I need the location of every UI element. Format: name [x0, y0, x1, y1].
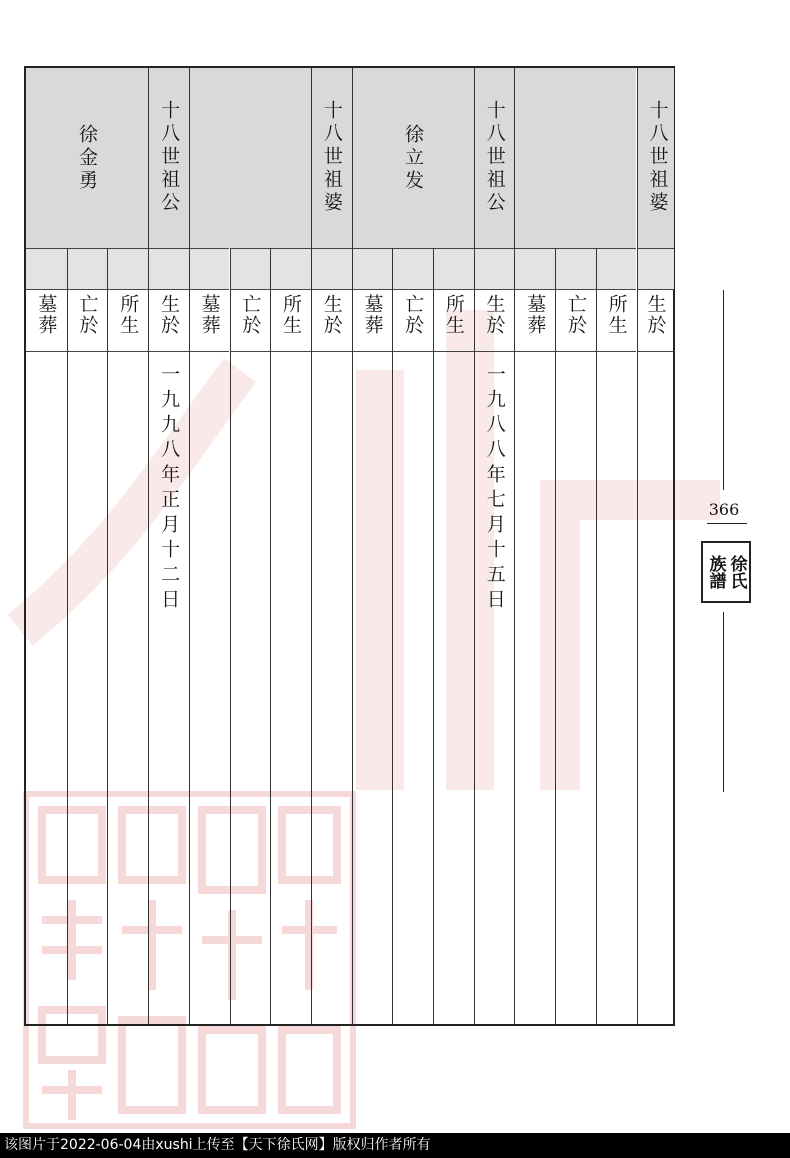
- margin-rule-bottom: [723, 612, 724, 792]
- generation-label: 十八世祖公: [483, 100, 506, 215]
- column-born-4: [148, 68, 189, 1024]
- field-died-label: 亡於: [231, 294, 271, 352]
- person-name: 徐立发: [402, 124, 424, 193]
- field-died-label: 亡於: [393, 294, 433, 352]
- name-cell-1: [516, 68, 636, 248]
- genealogy-table: [24, 66, 675, 1026]
- seal-text-left: 族譜: [705, 555, 726, 589]
- field-birthplace-label: 所生: [271, 294, 311, 352]
- name-cell-2: [353, 68, 473, 248]
- field-burial-label: 墓葬: [190, 294, 230, 352]
- column-born-1: [637, 68, 674, 1024]
- name-cell-4: [27, 68, 147, 248]
- column-born-2: [474, 68, 515, 1024]
- column-born-3: [311, 68, 352, 1024]
- born-date-value: 一九八八年七月十五日: [483, 364, 506, 614]
- margin-rule-top: [723, 290, 724, 490]
- field-burial-label: 墓葬: [515, 294, 555, 352]
- field-born-label: 生於: [149, 294, 189, 352]
- field-died-label: 亡於: [68, 294, 108, 352]
- field-born-label: 生於: [638, 294, 674, 352]
- clan-seal-box: [701, 541, 751, 603]
- generation-label: 十八世祖婆: [646, 100, 669, 215]
- field-birthplace-label: 所生: [597, 294, 637, 352]
- seal-text-right: 徐氏: [726, 555, 747, 589]
- person-name: 徐金勇: [76, 124, 98, 193]
- page-number-rule: [707, 523, 747, 524]
- born-date-value: 一九九八年正月十二日: [158, 364, 181, 614]
- field-born-label: 生於: [475, 294, 515, 352]
- page-number: 366: [708, 500, 740, 519]
- field-burial-label: 墓葬: [353, 294, 393, 352]
- field-died-label: 亡於: [556, 294, 596, 352]
- field-birthplace-label: 所生: [434, 294, 474, 352]
- generation-label: 十八世祖公: [158, 100, 181, 215]
- field-birthplace-label: 所生: [108, 294, 148, 352]
- field-born-label: 生於: [312, 294, 352, 352]
- name-cell-3: [190, 68, 310, 248]
- generation-label: 十八世祖婆: [320, 100, 343, 215]
- upload-footer: 该图片于2022-06-04由xushi上传至【天下徐氏网】版权归作者所有: [0, 1133, 790, 1158]
- field-burial-label: 墓葬: [26, 294, 67, 352]
